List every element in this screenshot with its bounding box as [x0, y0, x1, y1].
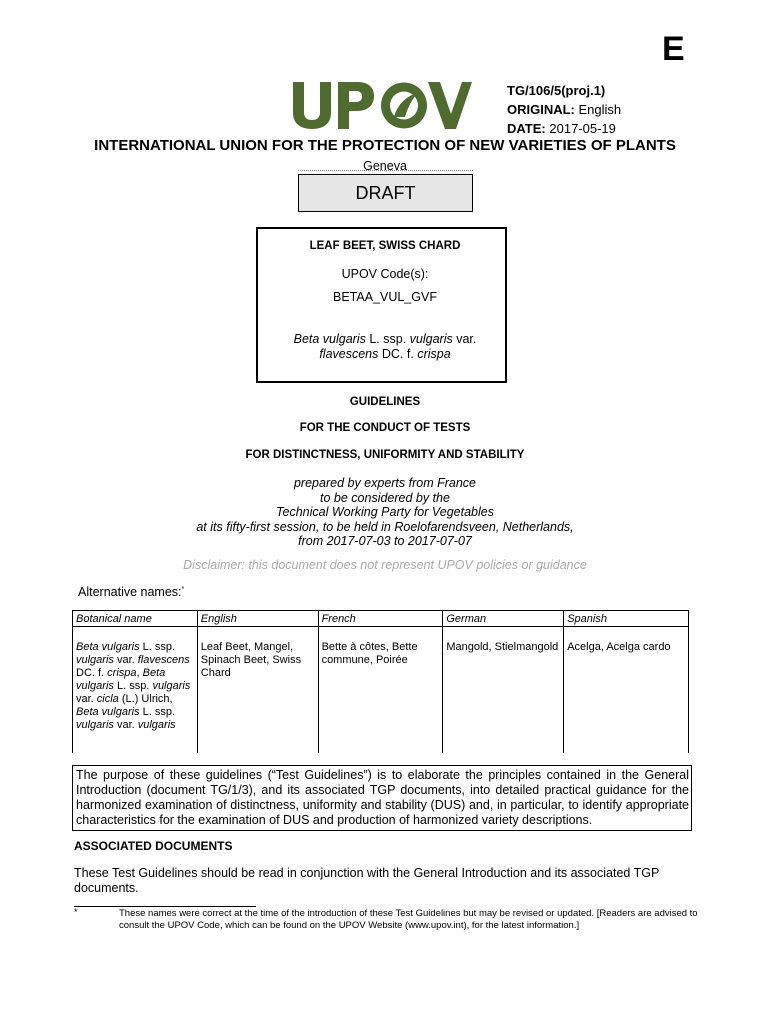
column-header-english: English: [197, 611, 318, 627]
botanical-name-cell: Beta vulgaris L. ssp. vulgaris var. flavescens DC. f. crispa, Beta vulgaris L. ssp. vulgaris var. cicla (L.) Ulrich, Beta vulgaris L. ssp. vulgaris var. vulgaris: [73, 627, 198, 754]
alternative-names-table: [72, 610, 689, 753]
purpose-statement: The purpose of these guidelines (“Test Guidelines”) is to elaborate the principles contained in the General Introduction (document TG/1/3), and its associated TGP documents, into detailed practical guidance for the harmonized examination of distinctness, uniformity and stability (DUS) and, in particular, to identify appropriate characteristics for the examination of DUS and production of harmonized variety descriptions.: [72, 765, 692, 831]
footnote-separator: [74, 906, 256, 907]
table-row: [73, 627, 689, 754]
associated-documents-text: These Test Guidelines should be read in conjunction with the General Introduction and its associated TGP documents.: [74, 866, 660, 895]
footnote-mark: *: [74, 907, 78, 917]
alternative-names-label: Alternative names:*: [78, 585, 185, 599]
crop-common-name: LEAF BEET, SWISS CHARD: [309, 240, 461, 252]
upov-code-label: UPOV Code(s):: [341, 267, 429, 281]
botanical-name: Beta vulgaris L. ssp. vulgaris var. flavescens DC. f. crispa: [293, 332, 477, 361]
column-header-french: French: [318, 611, 443, 627]
column-header-spanish: Spanish: [564, 611, 689, 627]
english-cell: Leaf Beet, Mangel, Spinach Beet, Swiss Chard: [197, 627, 318, 754]
document-date: [507, 121, 616, 136]
original-label: ORIGINAL:: [507, 102, 575, 117]
divider: [298, 170, 473, 171]
date-value: 2017-05-19: [549, 121, 616, 136]
document-reference: TG/106/5(proj.1): [507, 83, 606, 98]
spanish-cell: Acelga, Acelga cardo: [564, 627, 689, 754]
logo-text: UPOV: [290, 80, 293, 81]
disclaimer: Disclaimer: this document does not represent UPOV policies or guidance: [183, 558, 587, 572]
date-label: DATE:: [507, 121, 546, 136]
column-header-german: German: [443, 611, 564, 627]
draft-badge: DRAFT: [298, 174, 473, 212]
upov-code-value: BETAA_VUL_GVF: [333, 290, 437, 304]
guidelines-title: GUIDELINES: [349, 396, 421, 408]
language-code: E: [662, 30, 685, 68]
table-header-row: [73, 611, 689, 627]
german-cell: Mangold, Stielmangold: [443, 627, 564, 754]
original-value: English: [578, 102, 622, 117]
associated-documents-heading: ASSOCIATED DOCUMENTS: [74, 839, 233, 853]
original-language: [507, 102, 621, 117]
footnote-text: These names were correct at the time of the introduction of these Test Guidelines but may be revised or updated. [Readers are advised to consult the UPOV Code, which can be found on the UPOV Website (www.upov.int), for the latest information.]: [119, 908, 698, 931]
guidelines-scope: FOR DISTINCTNESS, UNIFORMITY AND STABILITY: [245, 449, 525, 461]
preparation-info: prepared by experts from France to be considered by the Technical Working Party for Vegetables at its fifty-first session, to be held in Roelofarendsveen, Netherlands, from 2017-07-03 to 2017-07-07: [196, 476, 574, 548]
upov-logo: [290, 80, 472, 130]
column-header-botanical-name: Botanical name: [73, 611, 198, 627]
guidelines-subtitle: FOR THE CONDUCT OF TESTS: [299, 422, 471, 434]
organization-title: INTERNATIONAL UNION FOR THE PROTECTION OF NEW VARIETIES OF PLANTS: [94, 137, 676, 154]
french-cell: Bette à côtes, Bette commune, Poirée: [318, 627, 443, 754]
city: Geneva: [363, 159, 407, 173]
